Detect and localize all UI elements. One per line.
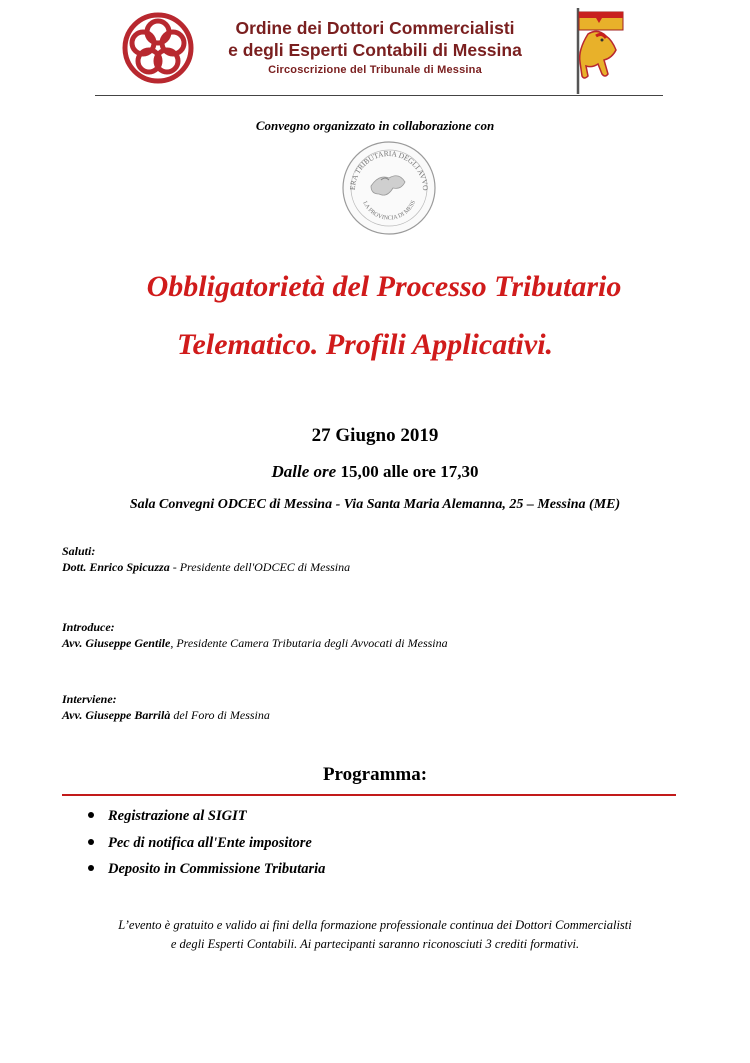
program-item-text: Deposito in Commissione Tributaria xyxy=(108,861,326,877)
seal-top-text: ERA TRIBUTARIA DEGLI AVVO xyxy=(347,148,431,191)
speaker-name: Avv. Giuseppe Gentile xyxy=(62,636,171,650)
credits-note xyxy=(40,916,710,954)
speaker-introduce xyxy=(62,636,448,651)
bullet-icon xyxy=(88,839,94,845)
program-item-text: Registrazione al SIGIT xyxy=(108,808,247,824)
odcec-logo xyxy=(120,10,196,86)
camera-tributaria-seal xyxy=(341,140,437,236)
hours-prefix: Dalle ore xyxy=(271,462,337,481)
header-divider xyxy=(95,95,663,96)
collaboration-text: Convegno organizzato in collaborazione con xyxy=(255,118,495,133)
speaker-role: , Presidente Camera Tributaria degli Avvocati di Messina xyxy=(170,636,448,650)
credits-note-line1: L’evento è gratuito e valido ai fini della formazione professionale continua dei Dottori Commercialisti xyxy=(118,918,632,932)
org-name-line2: e degli Esperti Contabili di Messina xyxy=(228,40,522,60)
program-item xyxy=(88,808,247,825)
speaker-role: - Presidente dell'ODCEC di Messina xyxy=(169,560,351,574)
bullet-icon xyxy=(88,812,94,818)
speaker-saluti xyxy=(62,560,350,575)
program-item xyxy=(88,835,312,852)
speaker-label-introduce: Introduce: xyxy=(62,620,115,634)
messina-coat-of-arms xyxy=(566,4,632,96)
org-name-line1: Ordine dei Dottori Commercialisti xyxy=(235,18,515,38)
speaker-label-interviene: Interviene: xyxy=(62,692,117,706)
event-venue: Sala Convegni ODCEC di Messina - Via Santa Maria Alemanna, 25 – Messina (ME) xyxy=(129,497,621,512)
event-title-line1: Obbligatorietà del Processo Tributario xyxy=(146,270,622,303)
org-subtitle: Circoscrizione del Tribunale di Messina xyxy=(268,64,482,76)
seal-bottom-text: LA PROVINCIA DI MESS xyxy=(361,199,418,222)
bullet-icon xyxy=(88,865,94,871)
event-hours xyxy=(0,462,750,482)
speaker-name: Avv. Giuseppe Barrilà xyxy=(62,708,171,722)
hours-range: 15,00 alle ore 17,30 xyxy=(340,462,479,481)
credits-note-line2: e degli Esperti Contabili. Ai partecipanti saranno riconosciuti 3 crediti formativi. xyxy=(170,937,580,951)
speaker-interviene xyxy=(62,708,270,723)
program-item xyxy=(88,861,325,878)
event-date: 27 Giugno 2019 xyxy=(311,425,439,446)
speaker-label-saluti: Saluti: xyxy=(62,544,96,558)
speaker-role: del Foro di Messina xyxy=(170,708,270,722)
event-title-line2: Telematico. Profili Applicativi. xyxy=(176,328,554,361)
program-heading: Programma: xyxy=(322,764,428,785)
speaker-name: Dott. Enrico Spicuzza xyxy=(62,560,170,574)
program-item-text: Pec di notifica all'Ente impositore xyxy=(108,835,312,851)
program-divider xyxy=(62,794,676,796)
